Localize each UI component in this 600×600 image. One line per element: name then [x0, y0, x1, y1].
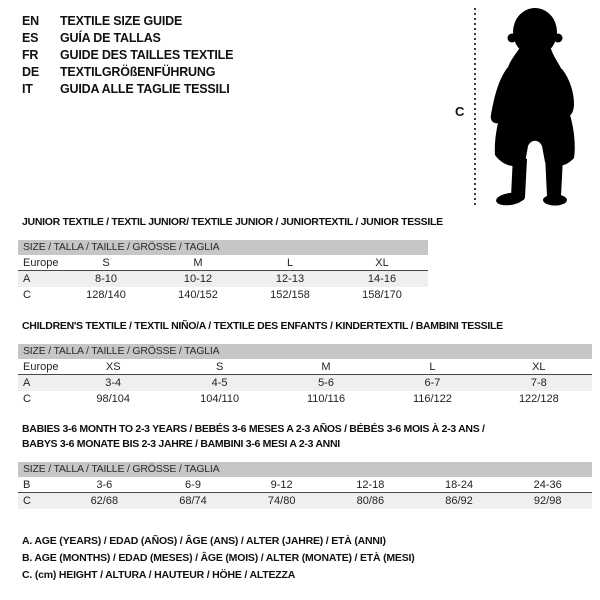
size-cell: XL	[375, 256, 389, 269]
row-label: C	[23, 289, 31, 301]
size-cell: 92/98	[533, 495, 562, 507]
language-row	[22, 47, 233, 64]
size-cell: 68/74	[179, 495, 207, 507]
language-row	[22, 64, 233, 81]
row-label: C	[23, 495, 31, 507]
size-cell: 158/170	[362, 289, 402, 301]
size-cell: S	[102, 256, 110, 269]
size-table-header: SIZE / TALLA / TAILLE / GRÖSSE / TAGLIA	[18, 240, 428, 255]
language-code: IT	[22, 82, 33, 96]
height-measure-dotted-line	[474, 8, 476, 207]
table-row	[18, 477, 592, 493]
size-cell: 3-6	[96, 478, 113, 491]
size-cell: 152/158	[270, 289, 310, 301]
language-code: ES	[22, 31, 39, 45]
children-size-table	[18, 344, 592, 407]
children-table-title: CHILDREN'S TEXTILE / TEXTIL NIÑO/A / TEXTILE DES ENFANTS / KINDERTEXTIL / BAMBINI TESSILE	[22, 320, 503, 332]
language-code: FR	[22, 48, 39, 62]
language-code: DE	[22, 65, 39, 79]
size-cell: 18-24	[444, 478, 474, 491]
babies-table-title	[22, 422, 485, 452]
size-cell: 80/86	[356, 495, 385, 507]
size-cell: 10-12	[183, 273, 213, 285]
table-row	[18, 493, 592, 509]
size-cell: 24-36	[533, 478, 562, 491]
footnote-age-months: B. AGE (MONTHS) / EDAD (MESES) / ÂGE (MOIS) / ALTER (MONATE) / ETÀ (MESI)	[22, 552, 415, 564]
size-cell: 122/128	[518, 393, 559, 405]
size-cell: 128/140	[86, 289, 126, 301]
junior-size-table	[18, 240, 428, 303]
size-cell: 74/80	[267, 495, 296, 507]
table-row	[18, 375, 592, 391]
language-row	[22, 81, 233, 98]
language-label: GUIDE DES TAILLES TEXTILE	[60, 48, 234, 62]
row-label: Europe	[23, 360, 59, 373]
row-label: Europe	[23, 256, 59, 269]
table-row	[18, 255, 428, 271]
table-row	[18, 271, 428, 287]
size-cell: 5-6	[318, 377, 334, 389]
language-label: GUIDA ALLE TAGLIE TESSILI	[60, 82, 230, 96]
size-cell: XL	[532, 360, 546, 373]
size-cell: 12-18	[356, 478, 385, 491]
size-table-header: SIZE / TALLA / TAILLE / GRÖSSE / TAGLIA	[18, 462, 592, 477]
size-cell: L	[286, 256, 294, 269]
size-cell: M	[321, 360, 331, 373]
row-label: A	[23, 273, 31, 285]
size-cell: M	[193, 256, 203, 269]
junior-table-title: JUNIOR TEXTILE / TEXTIL JUNIOR/ TEXTILE JUNIOR / JUNIORTEXTIL / JUNIOR TESSILE	[22, 216, 443, 228]
size-cell: 14-16	[367, 273, 397, 285]
language-row	[22, 13, 233, 30]
size-cell: 7-8	[530, 377, 547, 389]
size-cell: 110/116	[306, 393, 346, 405]
size-table-header: SIZE / TALLA / TAILLE / GRÖSSE / TAGLIA	[18, 344, 592, 359]
footnotes	[22, 533, 415, 584]
table-row	[18, 287, 428, 303]
language-label: GUÍA DE TALLAS	[60, 31, 161, 45]
size-cell: 3-4	[105, 377, 122, 389]
size-cell: 12-13	[275, 273, 305, 285]
language-label: TEXTILE SIZE GUIDE	[60, 14, 183, 28]
baby-silhouette-image	[486, 5, 598, 207]
table-row	[18, 391, 592, 407]
size-cell: 98/104	[96, 393, 131, 405]
size-cell: 8-10	[94, 273, 118, 285]
babies-size-table	[18, 462, 592, 509]
language-row	[22, 30, 233, 47]
height-measure-label: C	[455, 104, 465, 119]
babies-table-title-line1: BABIES 3-6 MONTH TO 2-3 YEARS / BEBÉS 3-6 MESES A 2-3 AÑOS / BÉBÉS 3-6 MOIS À 2-3 ANS /	[22, 423, 485, 435]
footnote-age-years: A. AGE (YEARS) / EDAD (AÑOS) / ÂGE (ANS) / ALTER (JAHRE) / ETÀ (ANNI)	[22, 535, 386, 547]
size-cell: S	[215, 360, 224, 373]
language-code: EN	[22, 14, 39, 28]
size-cell: 140/152	[178, 289, 218, 301]
table-row	[18, 359, 592, 375]
row-label: B	[23, 478, 31, 491]
size-cell: 9-12	[270, 478, 293, 491]
row-label: C	[23, 393, 31, 405]
size-cell: 86/92	[445, 495, 473, 507]
size-cell: L	[429, 360, 436, 373]
size-cell: 116/122	[412, 393, 452, 405]
size-cell: 62/68	[90, 495, 119, 507]
language-label: TEXTILGRÖßENFÜHRUNG	[60, 65, 216, 79]
size-cell: 6-7	[424, 377, 441, 389]
language-list	[22, 13, 233, 98]
size-cell: 6-9	[185, 478, 201, 491]
footnote-height: C. (cm) HEIGHT / ALTURA / HAUTEUR / HÖHE / ALTEZZA	[22, 569, 296, 581]
row-label: A	[23, 377, 31, 389]
size-cell: XS	[105, 360, 121, 373]
size-cell: 4-5	[211, 377, 228, 389]
size-cell: 104/110	[200, 393, 240, 405]
babies-table-title-line2: BABYS 3-6 MONATE BIS 2-3 JAHRE / BAMBINI 3-6 MESI A 2-3 ANNI	[22, 438, 340, 450]
